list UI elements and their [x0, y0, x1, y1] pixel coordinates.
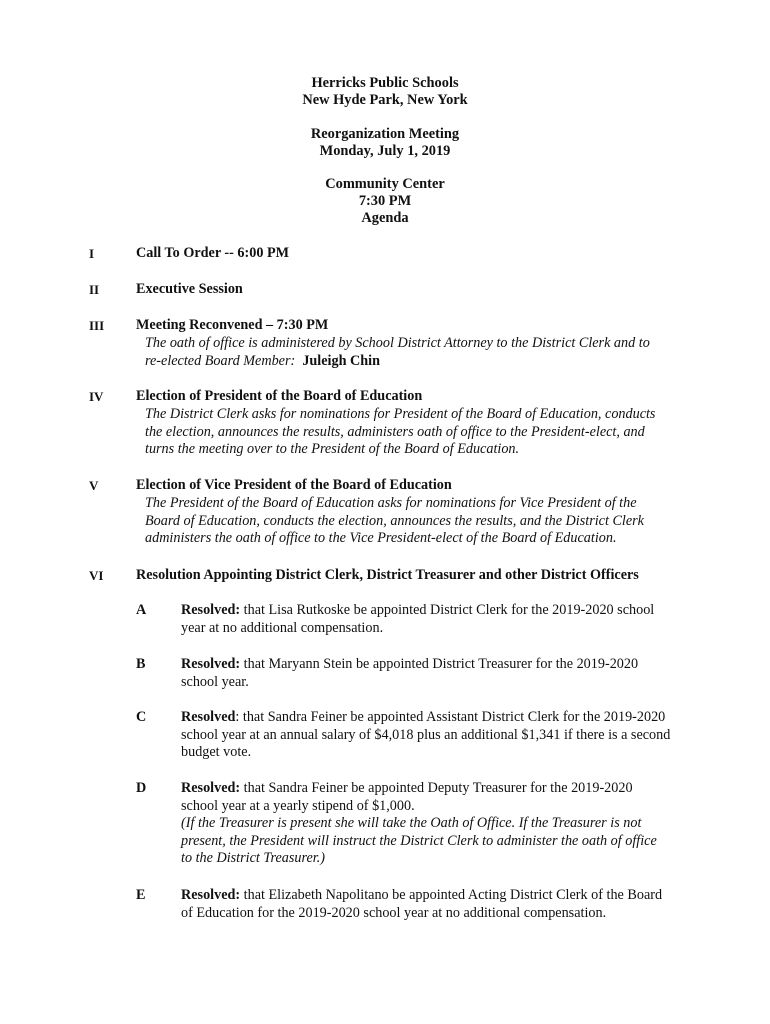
resolution-line — [181, 709, 721, 727]
item-number: VI — [89, 568, 104, 583]
item-number: II — [89, 282, 100, 297]
resolution-text — [181, 780, 721, 868]
desc-line: Board of Education, conducts the election, announces the results, and the District Clerk — [145, 512, 644, 529]
resolution-note-line: to the District Treasurer.) — [181, 850, 325, 867]
resolved-label: Resolved: — [181, 656, 241, 672]
resolution-line: school year at an annual salary of $4,018 plus an additional $1,341 if there is a second — [181, 726, 671, 743]
header-venue-block — [0, 176, 770, 226]
meeting-venue: Community Center — [325, 176, 445, 192]
resolution-letter: C — [136, 709, 147, 725]
resolution-note-line: (If the Treasurer is present she will take the Oath of Office. If the Treasurer is not — [181, 815, 642, 832]
resolution-line: of Education for the 2019-2020 school year at no additional compensation. — [181, 904, 607, 921]
resolution-line-text: that Lisa Rutkoske be appointed District Clerk for the 2019-2020 school — [240, 602, 655, 618]
board-member-name: Juleigh Chin — [302, 352, 380, 369]
resolution-line: school year at a yearly stipend of $1,000. — [181, 797, 415, 814]
district-name: Herricks Public Schools — [311, 75, 459, 91]
desc-line — [145, 353, 705, 371]
desc-line-text: re-elected Board Member: — [145, 352, 296, 369]
resolution-letter: B — [136, 656, 146, 672]
desc-line: The President of the Board of Education asks for nominations for Vice President of the — [145, 495, 637, 511]
item-number: I — [89, 246, 95, 261]
item-description — [145, 406, 705, 459]
resolution-line — [181, 780, 721, 798]
item-title: Resolution Appointing District Clerk, District Treasurer and other District Officers — [136, 567, 639, 583]
desc-line: The District Clerk asks for nominations for President of the Board of Education, conducts — [145, 406, 656, 422]
resolved-label: Resolved: — [181, 602, 241, 618]
item-number: III — [89, 318, 105, 333]
header-district-block — [0, 75, 770, 109]
desc-line: The oath of office is administered by School District Attorney to the District Clerk and to — [145, 335, 650, 351]
resolution-line-text: that Sandra Feiner be appointed Deputy Treasurer for the 2019-2020 — [240, 780, 633, 796]
item-title: Election of Vice President of the Board of Education — [136, 477, 452, 493]
resolution-line — [181, 656, 721, 674]
resolution-letter: A — [136, 602, 147, 618]
item-title: Executive Session — [136, 281, 243, 297]
resolved-label: Resolved: — [181, 887, 241, 903]
agenda-heading: Agenda — [361, 209, 409, 226]
resolution-line: budget vote. — [181, 744, 252, 761]
item-number: V — [89, 478, 99, 493]
resolution-text — [181, 656, 721, 691]
item-number: IV — [89, 389, 104, 404]
resolved-label: Resolved — [181, 709, 236, 725]
resolution-note-line: present, the President will instruct the District Clerk to administer the oath of office — [181, 832, 657, 849]
item-title: Meeting Reconvened – 7:30 PM — [136, 317, 329, 333]
desc-line: administers the oath of office to the Vice President-elect of the Board of Education. — [145, 530, 617, 547]
resolution-letter: E — [136, 887, 146, 903]
district-location: New Hyde Park, New York — [302, 91, 468, 108]
resolution-line: year at no additional compensation. — [181, 619, 384, 636]
resolution-line — [181, 602, 721, 620]
resolution-text — [181, 709, 721, 762]
resolution-line — [181, 887, 721, 905]
item-title: Election of President of the Board of Education — [136, 388, 423, 404]
resolved-label: Resolved: — [181, 780, 241, 796]
item-description — [145, 495, 705, 548]
resolution-line-text: that Elizabeth Napolitano be appointed Acting District Clerk of the Board — [240, 887, 663, 903]
resolution-letter: D — [136, 780, 147, 796]
resolution-line-text: that Maryann Stein be appointed District Treasurer for the 2019-2020 — [240, 656, 639, 672]
item-description — [145, 335, 705, 370]
meeting-title: Reorganization Meeting — [310, 126, 460, 142]
resolution-text — [181, 887, 721, 922]
meeting-date: Monday, July 1, 2019 — [319, 142, 451, 159]
resolution-line: school year. — [181, 673, 249, 690]
item-title: Call To Order -- 6:00 PM — [136, 245, 290, 261]
resolution-text — [181, 602, 721, 637]
desc-line: turns the meeting over to the President of the Board of Education. — [145, 441, 520, 458]
desc-line: the election, announces the results, administers oath of office to the President-elect, and — [145, 423, 645, 440]
meeting-time: 7:30 PM — [358, 192, 412, 209]
resolution-line-text: : that Sandra Feiner be appointed Assistant District Clerk for the 2019-2020 — [235, 709, 666, 725]
header-meeting-block — [0, 126, 770, 160]
